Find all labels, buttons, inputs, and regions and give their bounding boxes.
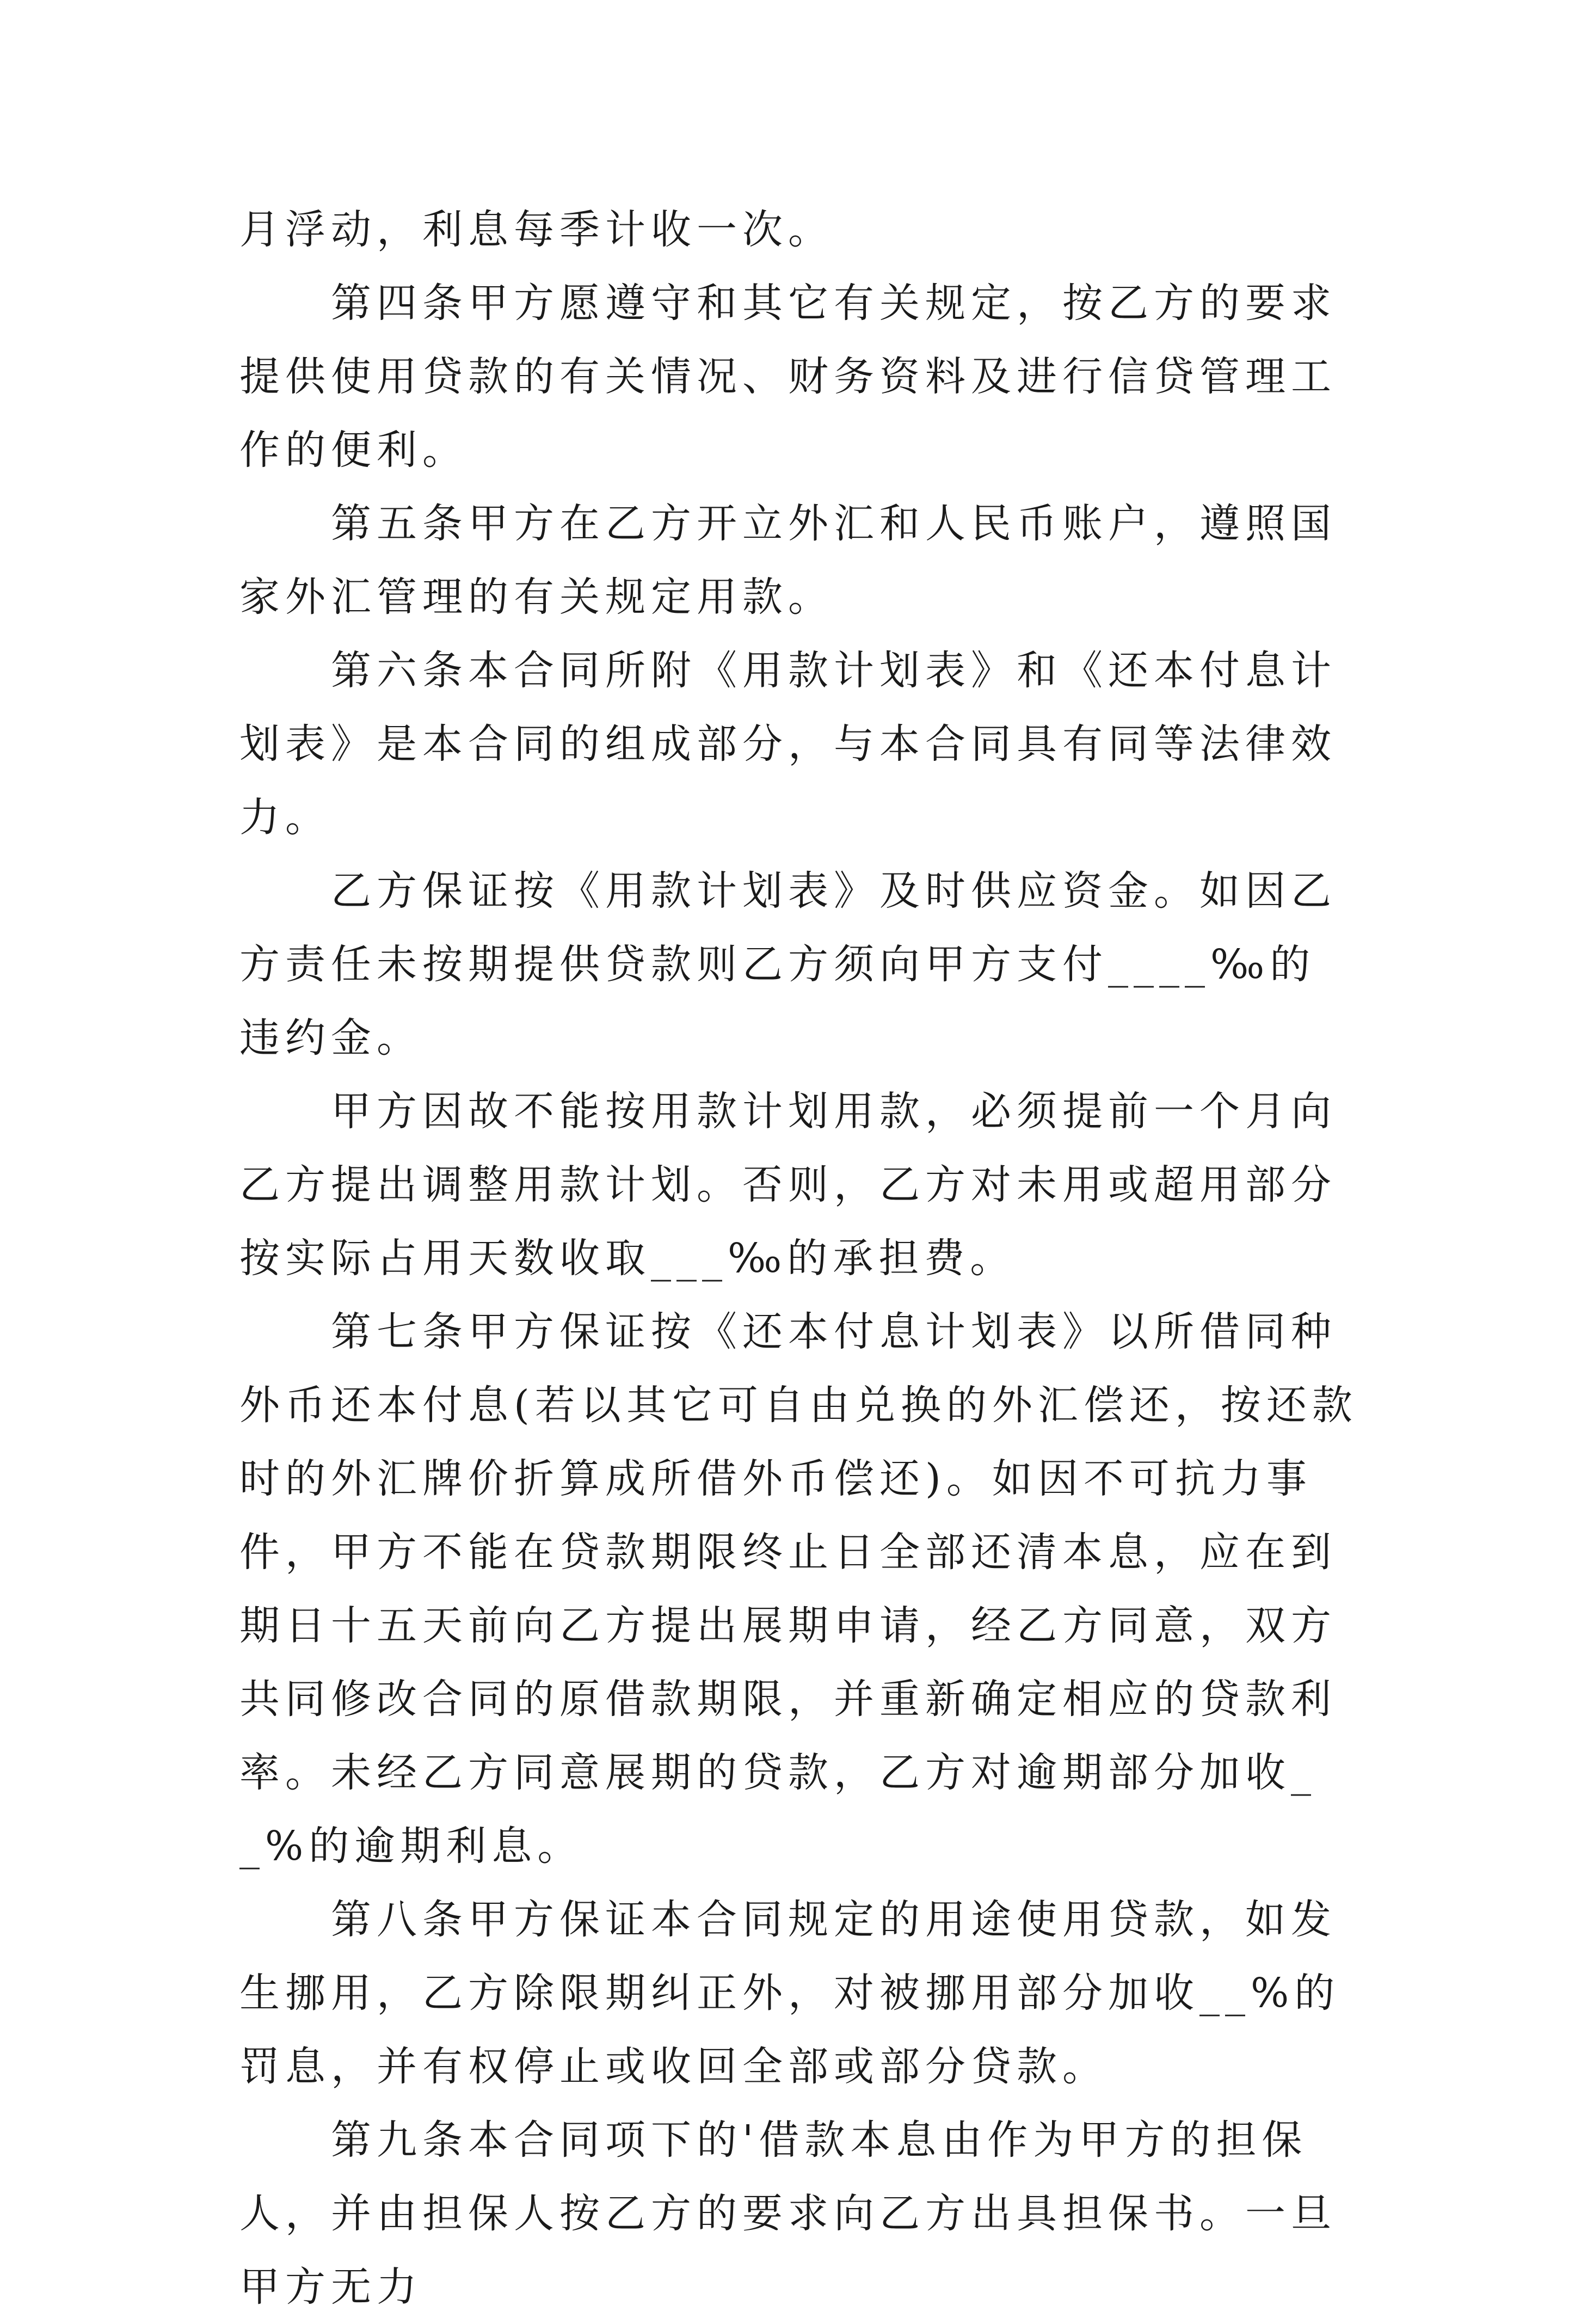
paragraph-article-9: 第九条本合同项下的'借款本息由作为甲方的担保人，并由担保人按乙方的要求向乙方出具担保书。一旦甲方无力 (239, 2117, 1337, 2310)
paragraph-article-7: 第七条甲方保证按《还本付息计划表》以所借同种外币还本付息(若以其它可自由兑换的外汇偿还，按还款时的外汇牌价折算成所借外币偿还)。如因不可抗力事件，甲方不能在贷款期限终止日全部还清本息，应在到期日十五天前向乙方提出展期申请，经乙方同意，双方共同修改合同的原借款期限，并重新确定相应的贷款利率。未经乙方同意展期的贷款，乙方对逾期部分加收__%的逾期利息。 (239, 1308, 1358, 1870)
paragraph-article-6: 第六条本合同所附《用款计划表》和《还本付息计划表》是本合同的组成部分，与本合同具有同等法律效力。 (239, 647, 1337, 841)
paragraph-party-b-guarantee: 乙方保证按《用款计划表》及时供应资金。如因乙方责任未按期提供贷款则乙方须向甲方支付____‰的违约金。 (239, 868, 1337, 1061)
paragraph-article-4: 第四条甲方愿遵守和其它有关规定，按乙方的要求提供使用贷款的有关情况、财务资料及进行信贷管理工作的便利。 (239, 280, 1337, 474)
paragraph-article-5: 第五条甲方在乙方开立外汇和人民币账户，遵照国家外汇管理的有关规定用款。 (239, 500, 1337, 620)
paragraph-party-a-adjustment: 甲方因故不能按用款计划用款，必须提前一个月向乙方提出调整用款计划。否则，乙方对未用或超用部分按实际占用天数收取___‰的承担费。 (239, 1088, 1337, 1282)
paragraph-article-8: 第八条甲方保证本合同规定的用途使用贷款，如发生挪用，乙方除限期纠正外，对被挪用部分加收__%的罚息，并有权停止或收回全部或部分贷款。 (239, 1896, 1340, 2090)
document-body (239, 193, 1361, 2324)
paragraph-continuation: 月浮动，利息每季计收一次。 (239, 206, 834, 253)
